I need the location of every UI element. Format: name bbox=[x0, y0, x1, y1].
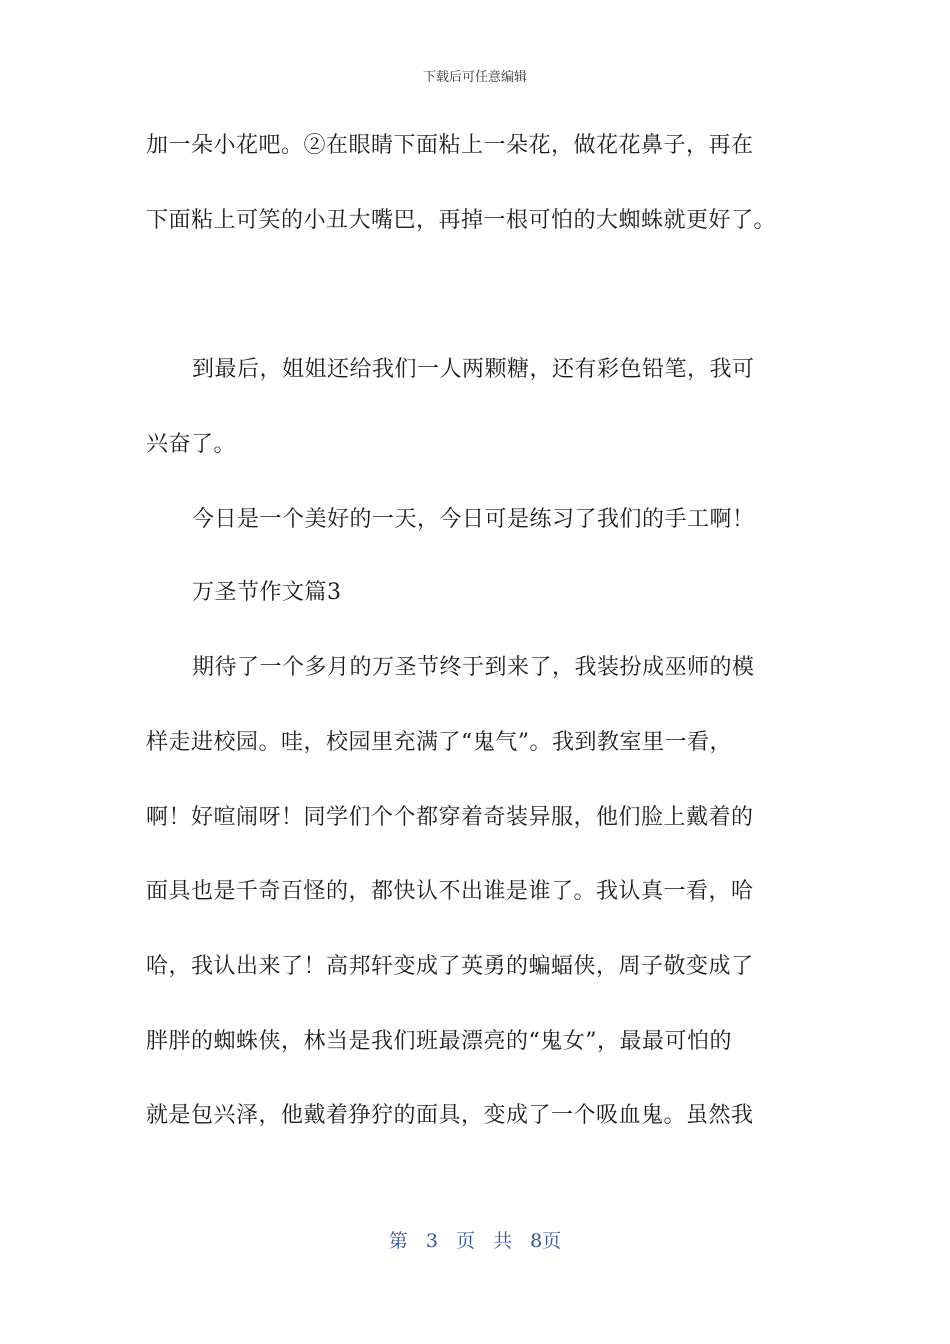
page-label-mid: 页 bbox=[455, 1230, 475, 1252]
text-line: 就是包兴泽，他戴着狰狞的面具，变成了一个吸血鬼。虽然我 bbox=[146, 1103, 754, 1128]
text-line: 期待了一个多月的万圣节终于到来了，我装扮成巫师的模 bbox=[192, 655, 755, 680]
text-line: 面具也是千奇百怪的，都快认不出谁是谁了。我认真一看，哈 bbox=[146, 879, 754, 904]
text-line: 样走进校园。哇，校园里充满了“鬼气”。我到教室里一看， bbox=[146, 730, 732, 755]
page-label-prefix: 第 bbox=[388, 1230, 408, 1252]
page-footer bbox=[0, 1226, 950, 1253]
text-line: 兴奋了。 bbox=[146, 432, 237, 457]
text-line: 到最后，姐姐还给我们一人两颗糖，还有彩色铅笔，我可 bbox=[192, 357, 755, 382]
text-line: 啊！好喧闹呀！同学们个个都穿着奇装异服，他们脸上戴着的 bbox=[146, 805, 754, 830]
total-label-prefix: 共 bbox=[493, 1230, 513, 1252]
current-page-number: 3 bbox=[425, 1230, 438, 1252]
text-line: 今日是一个美好的一天，今日可是练习了我们的手工啊！ bbox=[192, 507, 755, 532]
header-note: 下载后可任意编辑 bbox=[422, 70, 527, 85]
text-line: 加一朵小花吧。②在眼睛下面粘上一朵花，做花花鼻子，再在 bbox=[146, 133, 754, 158]
total-pages: 8页 bbox=[530, 1230, 562, 1252]
section-heading: 万圣节作文篇3 bbox=[192, 580, 342, 605]
text-line: 下面粘上可笑的小丑大嘴巴，再掉一根可怕的大蜘蛛就更好了。 bbox=[146, 208, 777, 233]
text-line: 胖胖的蜘蛛侠，林当是我们班最漂亮的“鬼女”，最最可怕的 bbox=[146, 1029, 732, 1054]
text-line: 哈，我认出来了！高邦轩变成了英勇的蝙蝠侠，周子敬变成了 bbox=[146, 954, 754, 979]
